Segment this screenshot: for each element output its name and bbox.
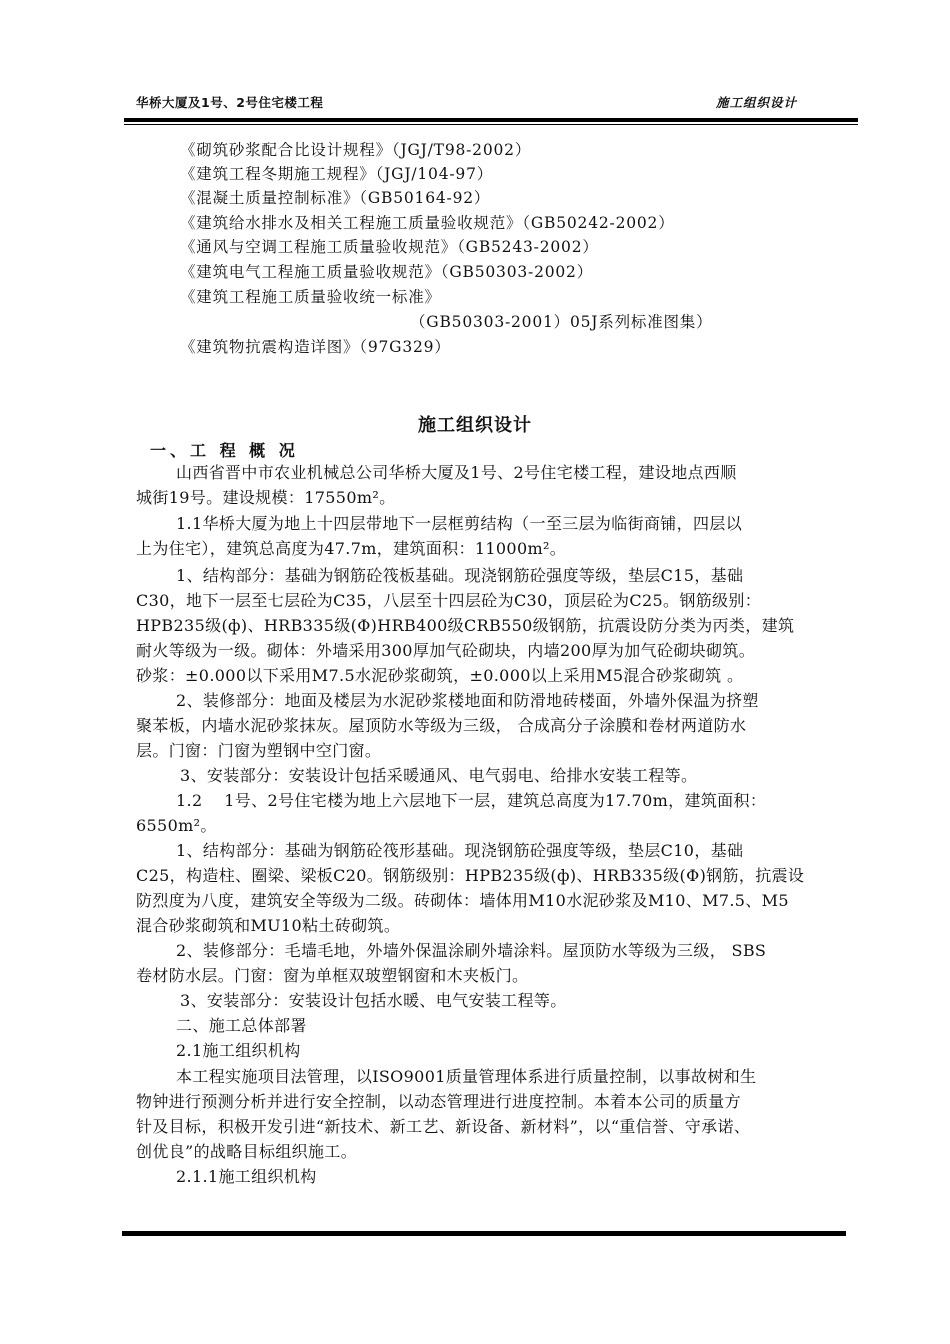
header-document-type: 施工组织设计 — [716, 95, 798, 110]
reference-item-continuation: （GB50303-2001）05J系列标准图集） — [410, 313, 713, 331]
paragraph-line: 本工程实施项目法管理，以ISO9001质量管理体系进行质量控制，以事故树和生 — [176, 1067, 757, 1086]
paragraph-line: 2、装修部分：地面及楼层为水泥砂浆楼地面和防滑地砖楼面，外墙外保温为挤塑 — [176, 691, 759, 710]
subsection-heading: 2.1施工组织机构 — [176, 1041, 301, 1060]
paragraph-line: 耐火等级为一级。砌体：外墙采用300厚加气砼砌块，内墙200厚为加气砼砌块砌筑。 — [136, 641, 756, 660]
reference-item: 《建筑工程冬期施工规程》（JGJ/104-97） — [180, 165, 494, 183]
paragraph-line: 3、安装部分：安装设计包括采暖通风、电气弱电、给排水安装工程等。 — [180, 766, 698, 785]
paragraph-line: 卷材防水层。门窗：窗为单框双玻塑钢窗和木夹板门。 — [136, 966, 529, 985]
section-heading: 一、工 程 概 况 — [150, 441, 299, 460]
reference-item: 《建筑工程施工质量验收统一标准》 — [180, 288, 441, 306]
paragraph-line: 6550m²。 — [136, 816, 217, 835]
reference-item: 《建筑物抗震构造详图》（97G329） — [180, 338, 451, 356]
paragraph-line: 城街19号。建设规模：17550m²。 — [136, 488, 396, 507]
paragraph-line: C25，构造柱、圈梁、梁板C20。钢筋级别：HPB235级(ф)、HRB335级(Φ)钢筋，抗震设 — [136, 866, 805, 885]
header-rule-thin — [124, 124, 858, 125]
paragraph-line: 1、结构部分：基础为钢筋砼筏板基础。现浇钢筋砼强度等级，垫层C15，基础 — [176, 566, 744, 585]
paragraph-line: 防烈度为八度，建筑安全等级为二级。砖砌体：墙体用M10水泥砂浆及M10、M7.5、M5 — [136, 891, 789, 910]
header-project-name: 华桥大厦及1号、2号住宅楼工程 — [136, 95, 324, 110]
reference-item: 《建筑电气工程施工质量验收规范》（GB50303-2002） — [180, 263, 594, 281]
paragraph-line: 2、装修部分：毛墙毛地，外墙外保温涂刷外墙涂料。屋顶防水等级为三级， SBS — [176, 941, 767, 960]
paragraph-line: 1、结构部分：基础为钢筋砼筏形基础。现浇钢筋砼强度等级，垫层C10，基础 — [176, 841, 744, 860]
paragraph-line: 3、安装部分：安装设计包括水暖、电气安装工程等。 — [180, 991, 567, 1010]
subsection-heading: 二、施工总体部署 — [176, 1016, 307, 1035]
paragraph-line: 上为住宅），建筑总高度为47.7m，建筑面积：11000m²。 — [136, 539, 567, 558]
header-rule-thick — [124, 118, 858, 122]
paragraph-line: 创优良”的战略目标组织施工。 — [136, 1142, 358, 1161]
reference-item: 《通风与空调工程施工质量验收规范》（GB5243-2002） — [180, 238, 599, 256]
paragraph-line: HPB235级(ф)、HRB335级(Φ)HRB400级CRB550级钢筋，抗震设防分类为丙类，建筑 — [136, 616, 795, 635]
paragraph-line: 1.2 1号、2号住宅楼为地上六层地下一层，建筑总高度为17.70m，建筑面积： — [176, 791, 767, 810]
paragraph-line: 1.1华桥大厦为地上十四层带地下一层框剪结构（一至三层为临街商铺，四层以 — [176, 514, 743, 533]
paragraph-line: 针及目标，积极开发引进“新技术、新工艺、新设备、新材料”，以“重信誉、守承诺、 — [136, 1117, 751, 1136]
paragraph-line: 聚苯板，内墙水泥砂浆抹灰。屋顶防水等级为三级， 合成高分子涂膜和卷材两道防水 — [136, 716, 747, 735]
reference-item: 《建筑给水排水及相关工程施工质量验收规范》（GB50242-2002） — [180, 214, 675, 232]
reference-item: 《砌筑砂浆配合比设计规程》（JGJ/T98-2002） — [180, 141, 532, 159]
paragraph-line: 层。门窗：门窗为塑钢中空门窗。 — [136, 741, 382, 760]
paragraph-line: 山西省晋中市农业机械总公司华桥大厦及1号、2号住宅楼工程，建设地点西顺 — [176, 463, 737, 482]
paragraph-line: 物钟进行预测分析并进行安全控制，以动态管理进行进度控制。本着本公司的质量方 — [136, 1092, 741, 1111]
page-title: 施工组织设计 — [418, 415, 532, 436]
reference-item: 《混凝土质量控制标准》（GB50164-92） — [180, 189, 491, 207]
subsection-heading: 2.1.1施工组织机构 — [176, 1167, 317, 1186]
footer-rule — [122, 1231, 846, 1236]
paragraph-line: C30，地下一层至七层砼为C35，八层至十四层砼为C30，顶层砼为C25。钢筋级别： — [136, 591, 762, 610]
paragraph-line: 混合砂浆砌筑和MU10粘土砖砌筑。 — [136, 916, 401, 935]
paragraph-line: 砂浆：±0.000以下采用M7.5水泥砂浆砌筑，±0.000以上采用M5混合砂浆砌筑 。 — [136, 666, 744, 685]
